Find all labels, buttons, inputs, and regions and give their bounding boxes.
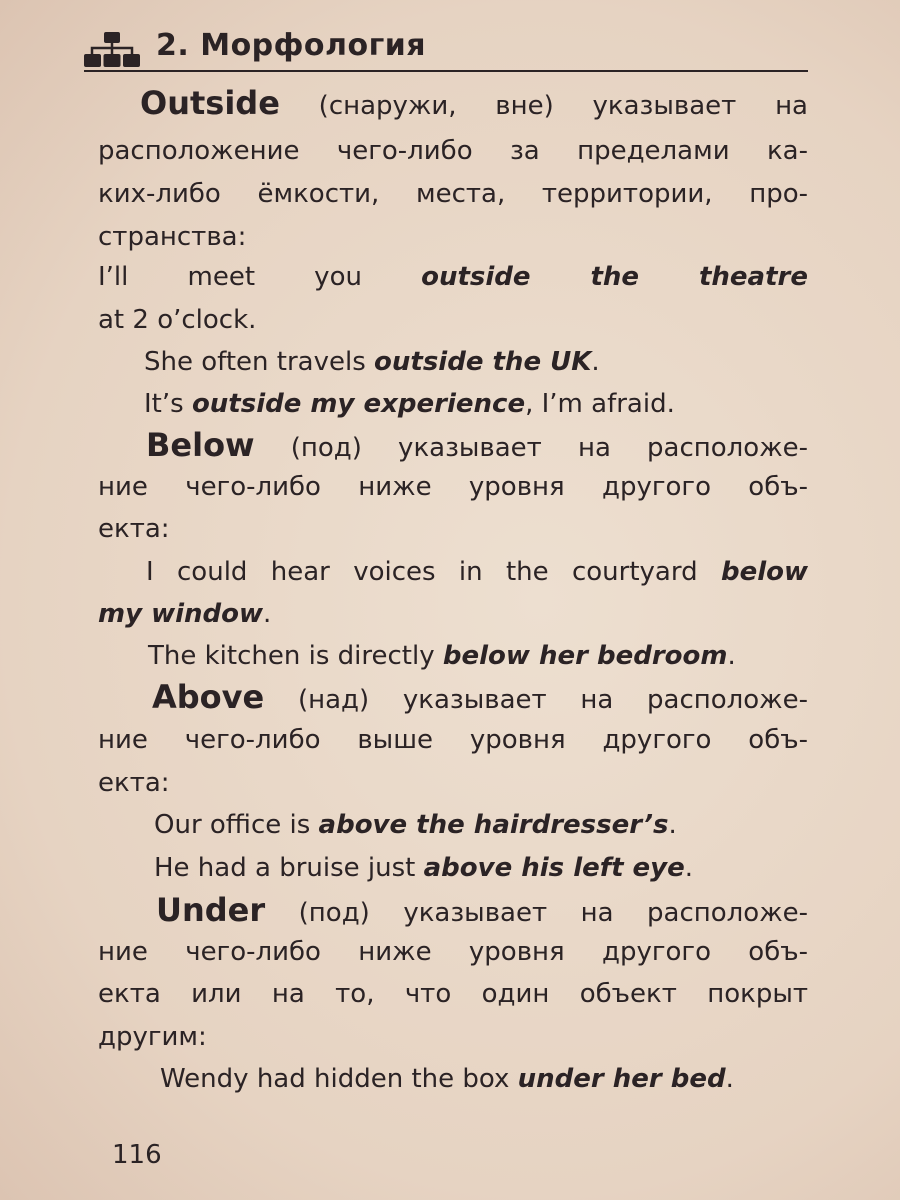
text-segment: , I’m afraid. xyxy=(525,389,675,419)
text-segment: странства: xyxy=(98,222,247,252)
text-segment: расположение чего-либо за пределами ка- xyxy=(98,136,808,166)
text-line xyxy=(146,428,808,465)
example-emphasis: my window xyxy=(98,599,264,629)
text-segment: другим: xyxy=(98,1022,207,1052)
term-heading: Outside xyxy=(140,84,280,122)
text-line xyxy=(98,723,808,757)
text-line xyxy=(98,177,808,211)
text-segment: (под) указывает на расположе- xyxy=(265,898,808,928)
example-emphasis: below her bedroom xyxy=(442,641,728,671)
page-number: 116 xyxy=(112,1140,162,1170)
text-segment: She often travels xyxy=(144,347,375,377)
term-heading: Under xyxy=(156,891,266,929)
text-segment: . xyxy=(668,810,677,840)
text-line xyxy=(144,345,808,379)
term-heading: Above xyxy=(152,678,265,716)
text-segment: ние чего-либо выше уровня другого объ- xyxy=(98,725,808,755)
example-emphasis: outside the UK xyxy=(374,347,592,377)
text-segment: (над) указывает на расположе- xyxy=(264,685,808,715)
example-emphasis: outside my experience xyxy=(191,389,526,419)
text-segment: The kitchen is directly xyxy=(148,641,443,671)
text-segment: . xyxy=(684,853,694,883)
text-line xyxy=(98,1020,808,1054)
example-emphasis: under her bed xyxy=(517,1064,726,1094)
text-segment: . xyxy=(263,599,272,629)
text-segment: Our office is xyxy=(154,810,319,840)
text-line xyxy=(98,134,808,168)
text-segment: . xyxy=(591,347,600,377)
example-emphasis: below xyxy=(720,557,808,587)
text-segment: He had a bruise just xyxy=(154,853,424,883)
term-heading: Below xyxy=(146,426,255,464)
text-line xyxy=(98,303,808,337)
chapter-header xyxy=(84,30,808,72)
text-line xyxy=(154,808,808,842)
chapter-title: 2. Морфология xyxy=(156,28,427,63)
text-segment: It’s xyxy=(144,389,192,419)
example-emphasis: above his left eye xyxy=(423,853,685,883)
text-segment: (снаружи, вне) указывает на xyxy=(279,91,808,121)
text-segment: I could hear voices in the courtyard xyxy=(146,557,721,587)
text-segment: ких-либо ёмкости, места, территории, про- xyxy=(98,179,808,209)
text-line xyxy=(98,470,808,504)
text-line xyxy=(160,1062,808,1096)
text-line xyxy=(144,387,808,421)
text-line xyxy=(98,597,808,631)
text-line xyxy=(156,893,808,930)
text-segment: . xyxy=(725,1064,734,1094)
text-segment: . xyxy=(727,641,736,671)
text-line xyxy=(98,260,808,294)
text-segment: (под) указывает на расположе- xyxy=(254,433,808,463)
text-line xyxy=(152,680,808,717)
text-line xyxy=(148,639,808,673)
text-line xyxy=(140,86,808,123)
text-segment: екта: xyxy=(98,768,170,798)
text-line xyxy=(98,977,808,1011)
example-emphasis: outside the theatre xyxy=(421,262,808,292)
hierarchy-icon xyxy=(84,32,140,68)
text-line xyxy=(98,766,808,800)
text-segment: Wendy had hidden the box xyxy=(160,1064,518,1094)
text-segment: екта: xyxy=(98,514,170,544)
text-segment: ние чего-либо ниже уровня другого объ- xyxy=(98,937,808,967)
text-segment: ние чего-либо ниже уровня другого объ- xyxy=(98,472,808,502)
text-line xyxy=(154,851,808,885)
text-segment: екта или на то, что один объект покрыт xyxy=(98,979,808,1009)
example-emphasis: above the hairdresser’s xyxy=(318,810,669,840)
text-line xyxy=(98,220,808,254)
text-line xyxy=(98,935,808,969)
text-segment: I’ll meet you xyxy=(98,262,422,292)
text-line xyxy=(98,512,808,546)
text-segment: at 2 o’clock. xyxy=(98,305,257,335)
text-line xyxy=(146,555,808,589)
